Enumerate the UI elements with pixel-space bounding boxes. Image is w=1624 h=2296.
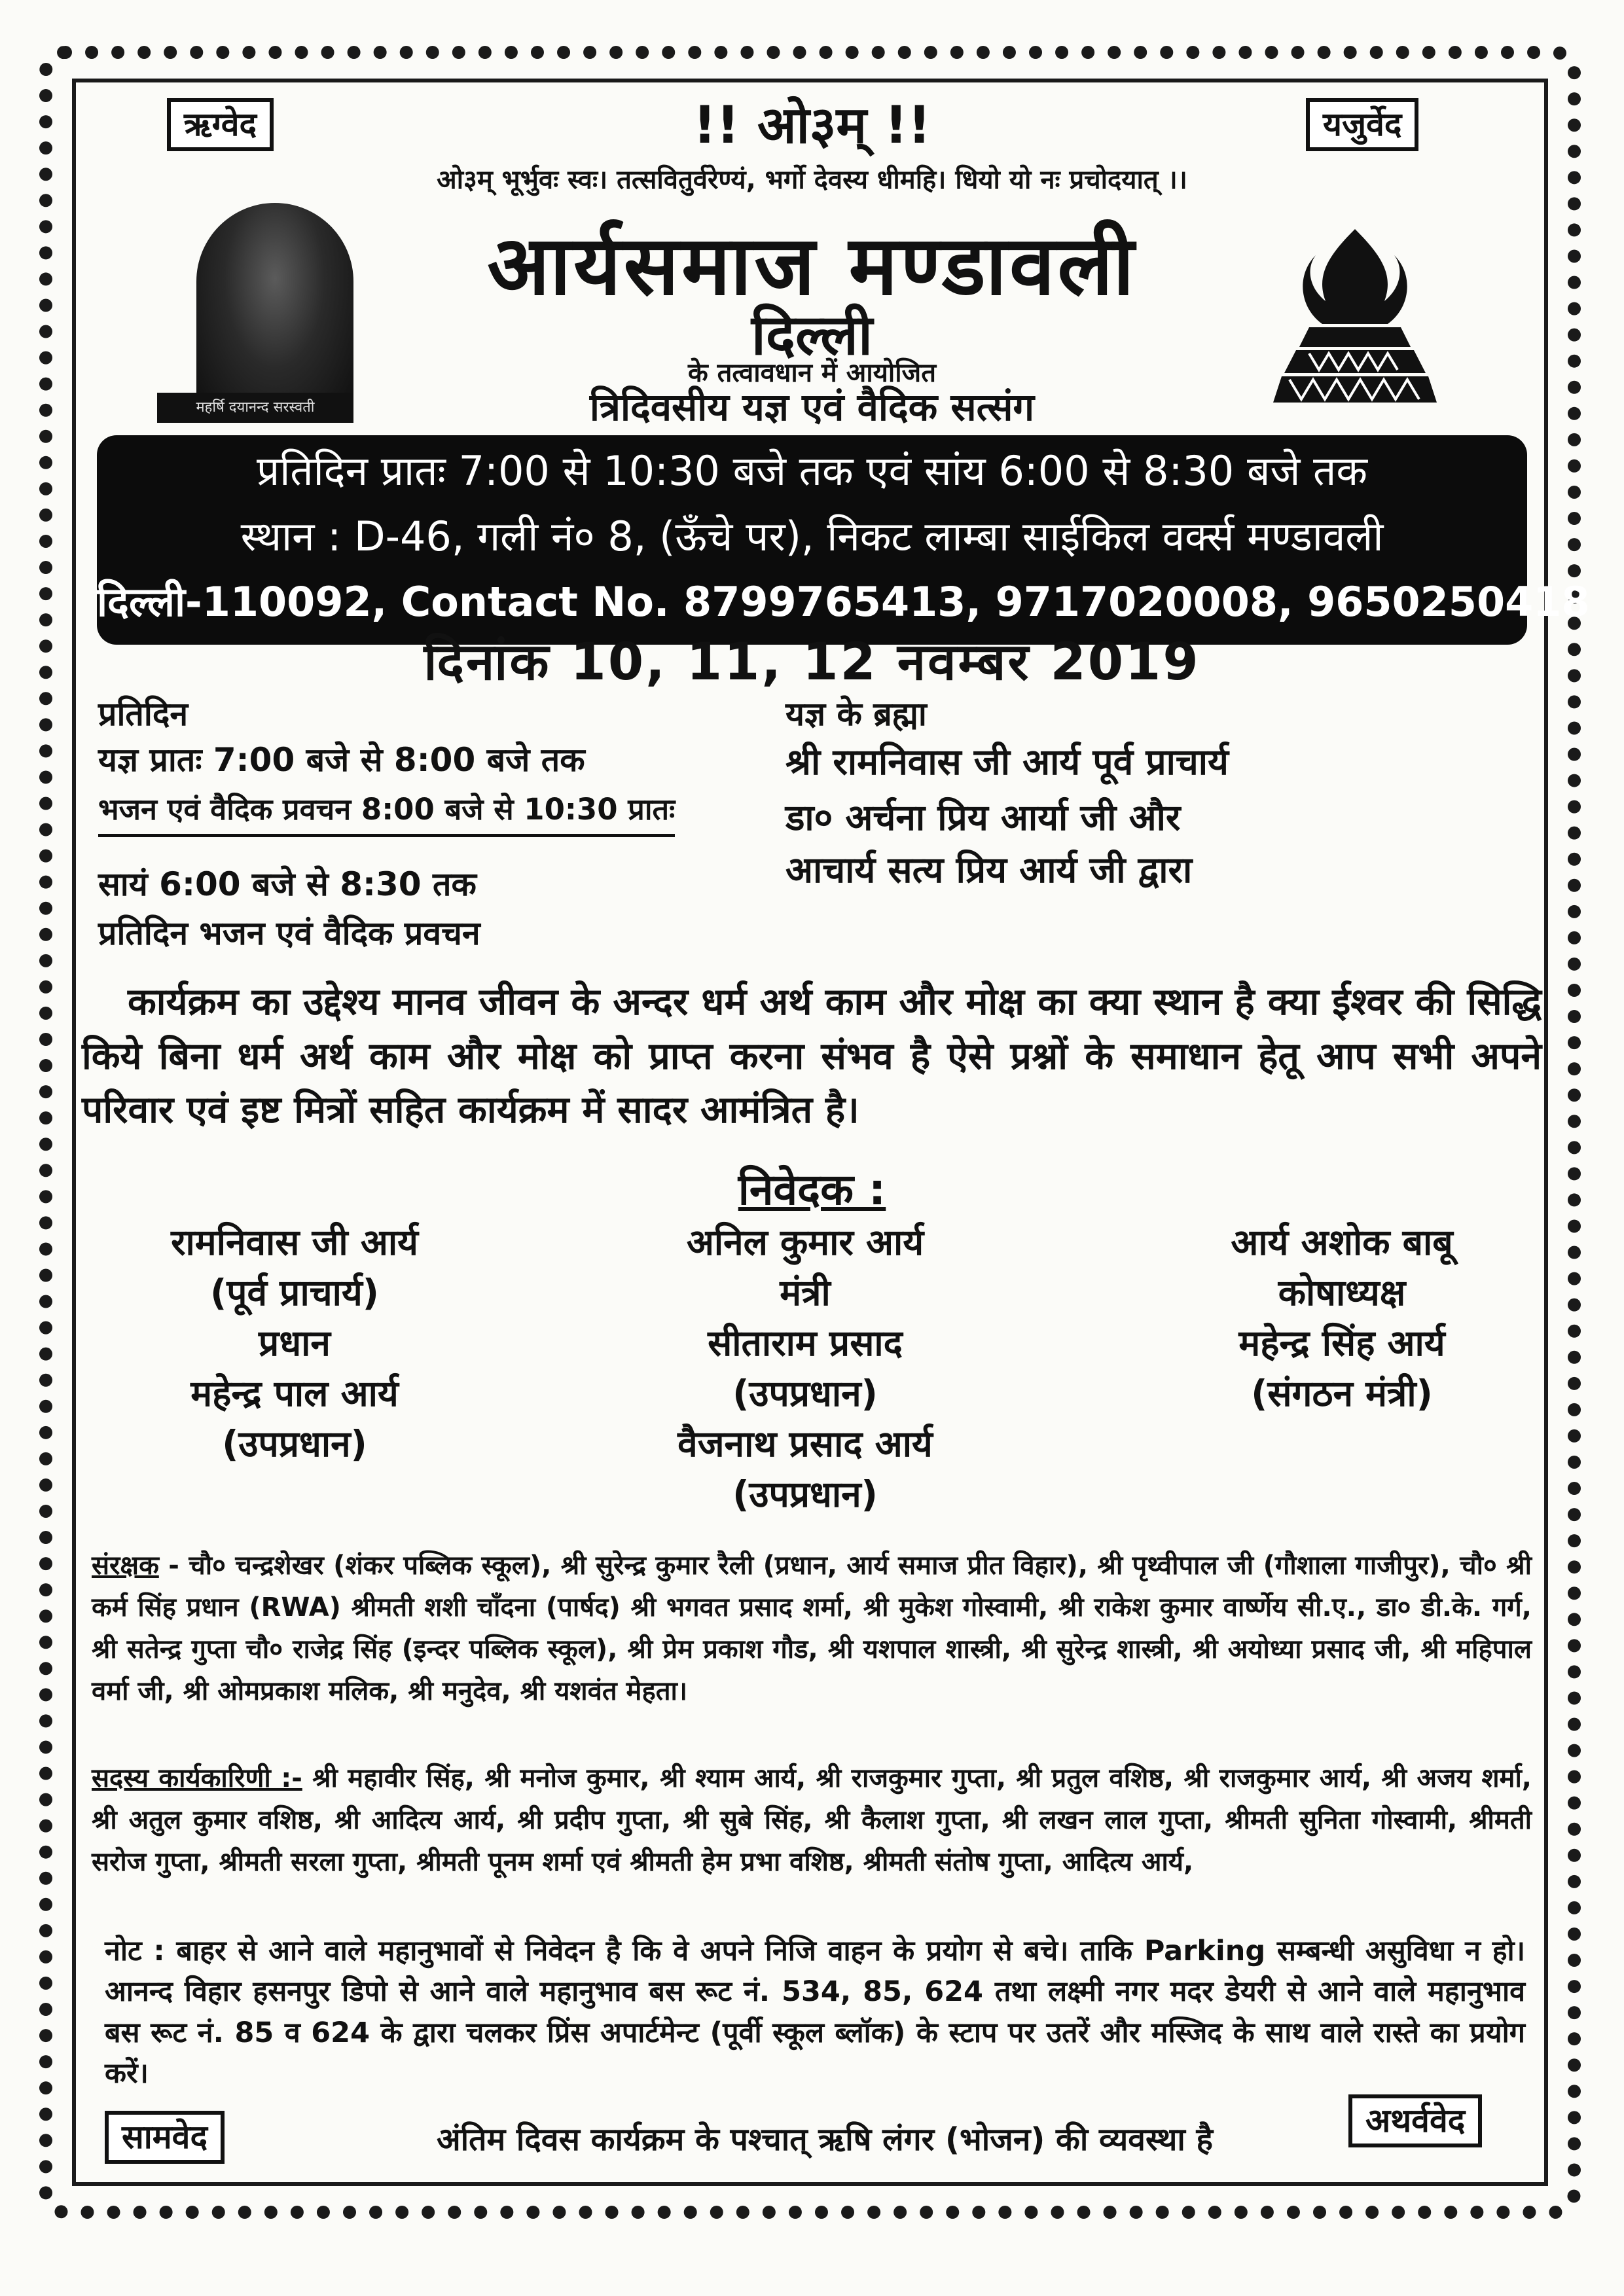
event-title: त्रिदिवसीय यज्ञ एवं वैदिक सत्संग xyxy=(589,385,1035,429)
brahma-heading: यज्ञ के ब्रह्मा xyxy=(785,695,927,733)
havan-kund-icon xyxy=(1270,216,1440,412)
schedule-evening: सायं 6:00 बजे से 8:30 तक xyxy=(98,865,477,903)
nivedak-middle-4: (उपप्रधान) xyxy=(732,1372,878,1414)
nivedak-left-3: प्रधान xyxy=(259,1322,331,1364)
nivedak-left-1: रामनिवास जी आर्य xyxy=(171,1221,418,1263)
nivedak-left-5: (उपप्रधान) xyxy=(222,1423,367,1465)
banner-timing: प्रतिदिन प्रातः 7:00 से 10:30 बजे तक एवं सांय 6:00 से 8:30 बजे तक xyxy=(256,447,1368,495)
nivedak-right-3: महेन्द्र सिंह आर्य xyxy=(1238,1322,1445,1364)
karyakarini-text: श्री महावीर सिंह, श्री मनोज कुमार, श्री श्याम आर्य, श्री राजकुमार गुप्ता, श्री प्रतुल वशिष्ठ, श्री राजकुमार आर्य, श्री अजय शर्मा, श्री अतुल कुमार वशिष्ठ, श्री आदित्य आर्य, श्री प्रदीप गुप्ता, श्री सुबे सिंह, श्री कैलाश गुप्ता, श्री लखन लाल गुप्ता, श्रीमती सुनिता गोस्वामी, श्रीमती सरोज गुप्ता, श्रीमती सरला गुप्ता, श्रीमती पूनम शर्मा एवं श्रीमती हेम प्रभा वशिष्ठ, श्रीमती संतोष गुप्ता, आदित्य आर्य, xyxy=(92,1763,1532,1877)
banner-contact: दिल्ली-110092, Contact No. 8799765413, 9717020008, 9650250418 xyxy=(97,578,1590,626)
nivedak-left-4: महेन्द्र पाल आर्य xyxy=(190,1372,399,1414)
info-banner xyxy=(97,435,1590,645)
karyakarini-section xyxy=(92,1757,1532,1883)
brahma-name: श्री रामनिवास जी आर्य पूर्व प्राचार्य xyxy=(785,741,1229,783)
schedule-bhajan: भजन एवं वैदिक प्रवचन 8:00 बजे से 10:30 प्रातः xyxy=(98,789,675,837)
banner-address: स्थान : D-46, गली नं० 8, (ऊँचे पर), निकट लाम्बा साईकिल वर्क्स मण्डावली xyxy=(240,512,1384,560)
nivedak-middle-5: वैजनाथ प्रसाद आर्य xyxy=(677,1423,933,1465)
veda-label-atharvaveda: अथर्ववेद xyxy=(1348,2094,1482,2147)
city-subtitle: दिल्ली xyxy=(751,303,873,368)
speakers-line2: आचार्य सत्य प्रिय आर्य जी द्वारा xyxy=(785,849,1193,891)
organised-by: के तत्वावधान में आयोजित xyxy=(687,358,937,388)
portrait-caption: महर्षि दयानन्द सरस्वती xyxy=(157,393,353,423)
veda-label-yajurveda: यजुर्वेद xyxy=(1306,98,1418,151)
karyakarini-label: सदस्य कार्यकारिणी :- xyxy=(92,1763,302,1793)
event-date: दिनांक 10, 11, 12 नवम्बर 2019 xyxy=(424,633,1200,692)
om-heading: !! ओ३म् !! xyxy=(693,96,931,155)
nivedak-left-2: (पूर्व प्राचार्य) xyxy=(210,1272,379,1314)
schedule-evening-desc: प्रतिदिन भजन एवं वैदिक प्रवचन xyxy=(98,914,480,952)
nivedak-right-1: आर्य अशोक बाबू xyxy=(1231,1221,1453,1263)
nivedak-right-column xyxy=(1139,1217,1545,1419)
sanrakshak-text: - चौ० चन्द्रशेखर (शंकर पब्लिक स्कूल), श्री सुरेन्द्र कुमार रैली (प्रधान, आर्य समाज प्रीत विहार), श्री पृथ्वीपाल जी (गौशाला गाजीपुर), चौ० श्री कर्म सिंह प्रधान (RWA) श्रीमती शशी चाँदना (पार्षद) श्री भगवत प्रसाद शर्मा, श्री मुकेश गोस्वामी, श्री राकेश कुमार वार्ष्णेय सी.ए., डा० डी.के. गर्ग, श्री सतेन्द्र गुप्ता चौ० राजेद्र सिंह (इन्दर पब्लिक स्कूल), श्री प्रेम प्रकाश गौड, श्री यशपाल शास्त्री, श्री सुरेन्द्र शास्त्री, श्री अयोध्या प्रसाद जी, श्री महिपाल वर्मा जी, श्री ओमप्रकाश मलिक, श्री मनुदेव, श्री यशवंत मेहता। xyxy=(92,1551,1532,1706)
nivedak-middle-6: (उपप्रधान) xyxy=(732,1473,878,1515)
nivedak-middle-3: सीताराम प्रसाद xyxy=(708,1322,903,1364)
page-title: आर्यसमाज मण्डावली xyxy=(487,219,1137,314)
gayatri-mantra: ओ३म् भूर्भुवः स्वः। तत्सवितुर्वरेण्यं, भर्गो देवस्य धीमहि। धियो यो नः प्रचोदयात् ।। xyxy=(437,165,1187,195)
nivedak-middle-2: मंत्री xyxy=(780,1272,831,1314)
schedule-yagya: यज्ञ प्रातः 7:00 बजे से 8:00 बजे तक xyxy=(98,741,585,779)
nivedak-right-2: कोषाध्यक्ष xyxy=(1278,1272,1406,1314)
nivedak-middle-1: अनिल कुमार आर्य xyxy=(686,1221,924,1263)
nivedak-left-column xyxy=(92,1217,497,1469)
footer-langar: अंतिम दिवस कार्यक्रम के पश्चात् ऋषि लंगर (भोजन) की व्यवस्था है xyxy=(436,2121,1213,2158)
nivedak-heading: निवेदक : xyxy=(738,1164,886,1215)
schedule-daily-heading: प्रतिदिन xyxy=(98,695,189,733)
nivedak-right-4: (संगठन मंत्री) xyxy=(1251,1372,1433,1414)
veda-label-rigveda: ऋग्वेद xyxy=(167,98,274,151)
purpose-paragraph: कार्यक्रम का उद्देश्य मानव जीवन के अन्दर धर्म अर्थ काम और मोक्ष का क्या स्थान है क्या ईश्वर की सिद्धि किये बिना धर्म अर्थ काम और मोक्ष को प्राप्त करना संभव है ऐसे प्रश्नों के समाधान हेतू आप सभी अपने परिवार एवं इष्ट मित्रों सहित कार्यक्रम में सादर आमंत्रित है। xyxy=(82,980,1542,1132)
sanrakshak-section xyxy=(92,1545,1532,1712)
note-paragraph: नोट : बाहर से आने वाले महानुभावों से निवेदन है कि वे अपने निजि वाहन के प्रयोग से बचे। ताकि Parking सम्बन्धी असुविधा न हो। आनन्द विहार हसनपुर डिपो से आने वाले महानुभाव बस रूट नं. 534, 85, 624 तथा लक्ष्मी नगर मदर डेयरी से आने वाले महानुभाव बस रूट नं. 85 व 624 के द्वारा चलकर प्रिंस अपार्टमेन्ट (पूर्वी स्कूल ब्लॉक) के स्टाप पर उतरें और मस्जिद के साथ वाले रास्ते का प्रयोग करें। xyxy=(105,1935,1525,2090)
veda-label-samaveda: सामवेद xyxy=(105,2111,225,2164)
nivedak-middle-column xyxy=(589,1217,1021,1520)
sanrakshak-label: संरक्षक xyxy=(92,1551,159,1581)
speakers-line1: डा० अर्चना प्रिय आर्या जी और xyxy=(785,797,1181,838)
portrait-image xyxy=(196,203,353,419)
